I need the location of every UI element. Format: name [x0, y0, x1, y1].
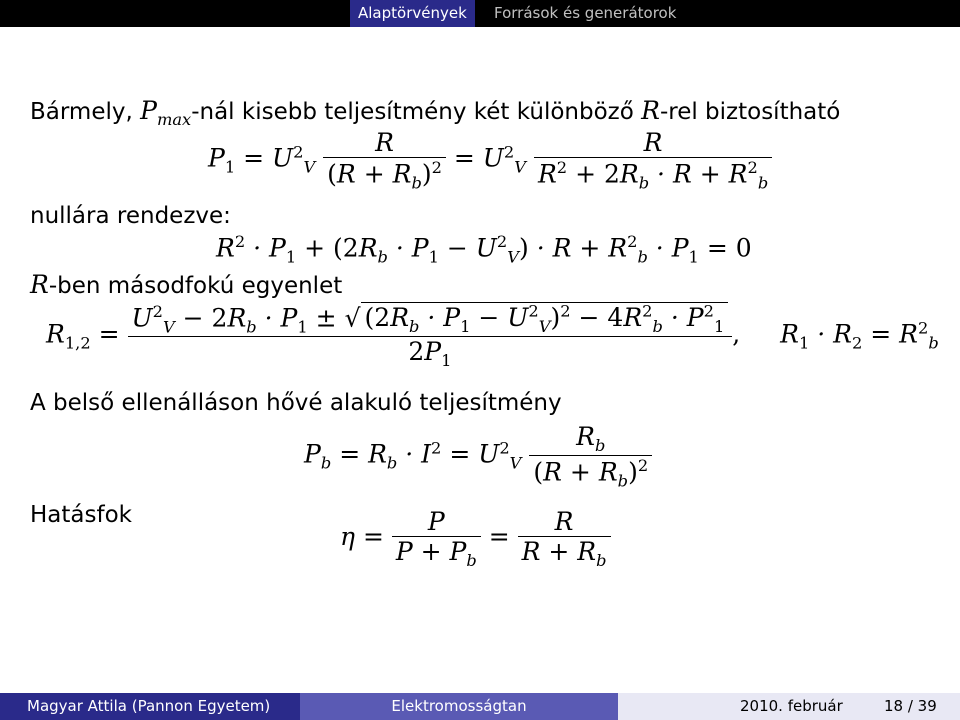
footer-author: Magyar Attila (Pannon Egyetem) [0, 693, 300, 720]
equation-efficiency: η = $\frac{P}{P + P_b}$ = $\frac{R}{R + R_b}$ [340, 507, 611, 570]
text-line-1-mid: -nál kisebb teljesítmény két különböző [191, 99, 642, 125]
text-line-5: Hatásfok [30, 502, 132, 528]
footer-bar [0, 693, 960, 720]
equation-p1: $P_1 = U^2_V$ $\frac{R}{(R + R_b)^2}$ = $U^2_V$ $\frac{R}{R^2 + 2R_b \cdot R + R^2_b}$ [208, 128, 772, 192]
equation-roots: $R_{1,2}$ = $\frac{U^2_V - 2R_b \cdot P_1 \pm √ (2R_b \cdot P_1 - U^2_V)^2 - 4R^2_b \cdot P^2_1}{2P_1}$ , $R_1 \cdot R_2 = R^2_b$ [46, 302, 939, 371]
text-line-3-rest: -ben másodfokú egyenlet [48, 273, 343, 299]
text-line-2: nullára rendezve: [30, 203, 231, 229]
footer-right [618, 693, 960, 720]
text-line-1-pre: Bármely, [30, 99, 141, 125]
top-nav-bar [0, 0, 960, 27]
text-line-1-post: -rel biztosítható [659, 99, 841, 125]
footer-date: 2010. február [740, 697, 843, 715]
equation-pb: $P_b = R_b \cdot I^2 = U^2_V$ $\frac{R_b}{(R + R_b)^2}$ [304, 422, 652, 490]
text-line-3: R-ben másodfokú egyenlet [30, 270, 343, 299]
text-line-4: A belső ellenálláson hővé alakuló teljesítmény [30, 390, 562, 416]
footer-page: 18 / 39 [884, 697, 937, 715]
text-line-1: Bármely, $P_{max}$-nál kisebb teljesítmény két különböző R-rel biztosítható [30, 96, 841, 129]
nav-section-forrasok[interactable]: Források és generátorok [494, 4, 677, 22]
nav-section-alaptorvenyek[interactable]: Alaptörvények [350, 0, 475, 27]
footer-title: Elektromosságtan [300, 693, 618, 720]
equation-quadratic: $R^2 \cdot P_1 + (2R_b \cdot P_1 - U^2_V) \cdot R + R^2_b \cdot P_1 = 0$ [216, 232, 752, 267]
